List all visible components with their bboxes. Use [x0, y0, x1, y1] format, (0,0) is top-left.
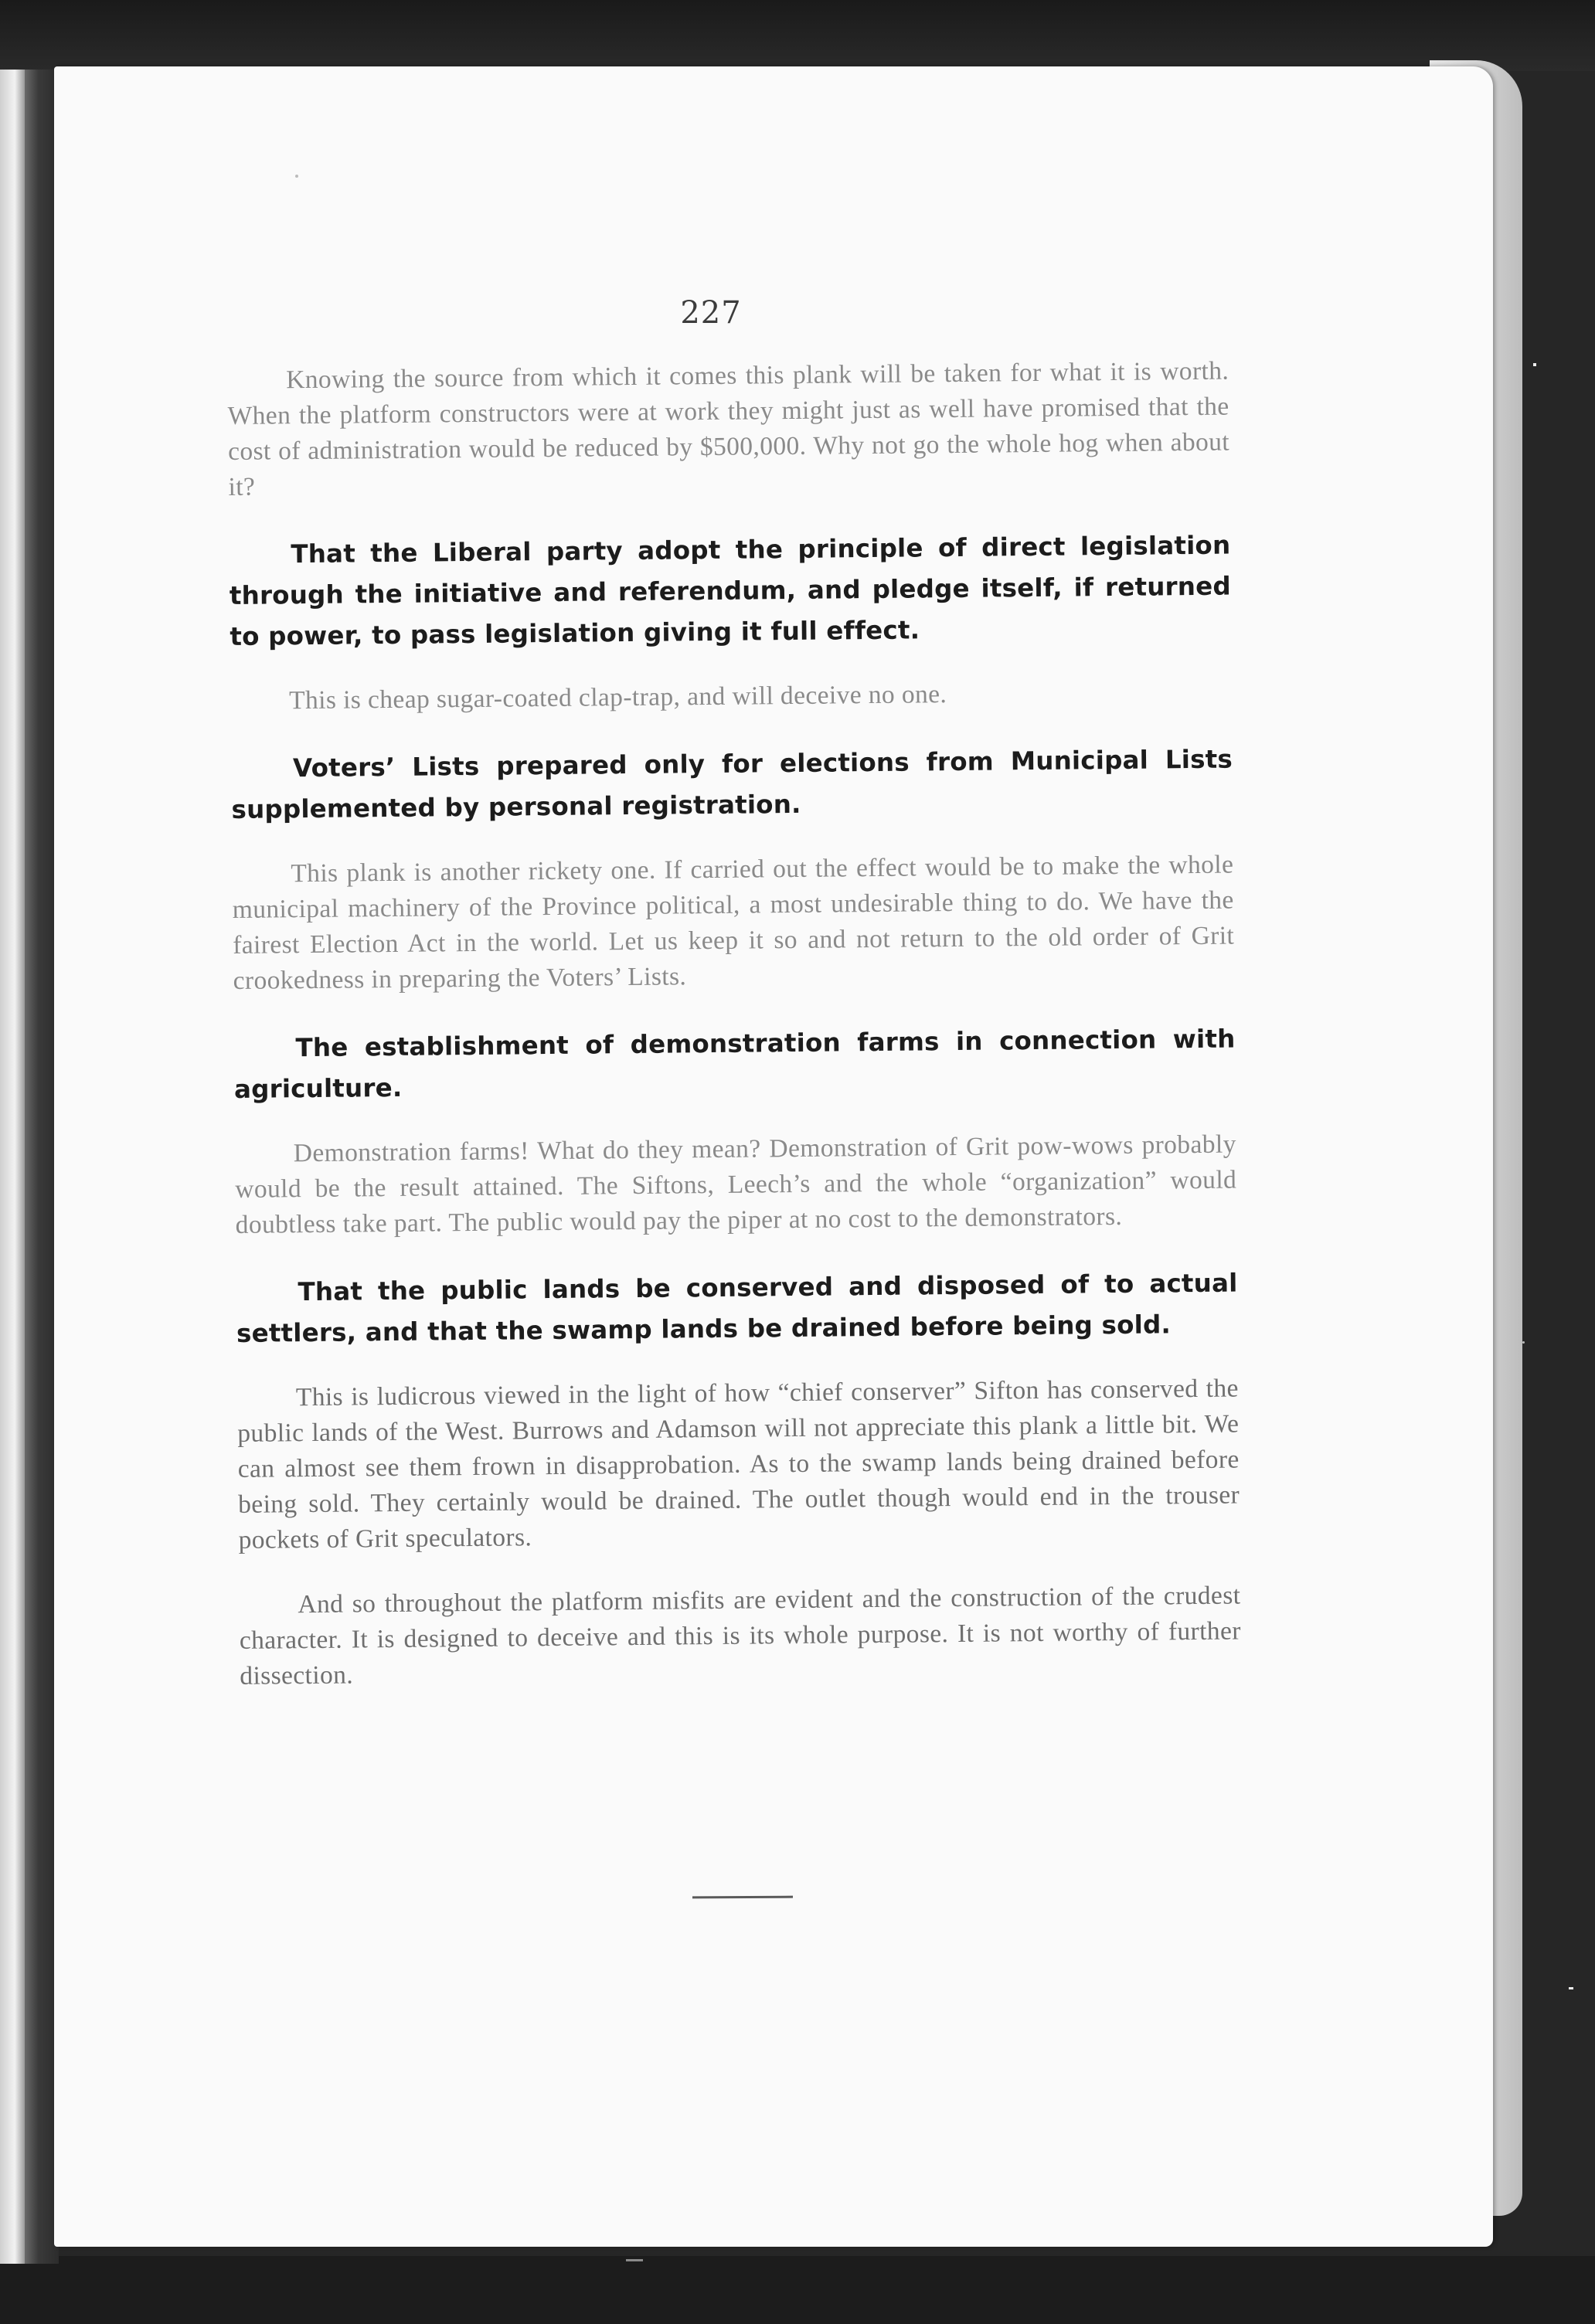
end-of-section-rule [692, 1896, 793, 1899]
commentary-paragraph: This is ludicrous viewed in the light of how “chief conserver” Sifton has conserved the public lands of the West. Burrows and Adamson will not appreciate this plank a little bit. We can almost see them frown in disapprobation. As to the swamp lands being drained before being sold. They certainly would be drained. The outlet though would end in the trouser pockets of Grit speculators. [237, 1374, 1240, 1554]
edge-speck [1569, 1987, 1573, 1989]
commentary-paragraph: This is cheap sugar-coated clap-trap, and will deceive no one. [289, 680, 947, 715]
previous-page-edge [0, 70, 25, 2264]
page-number: 227 [680, 295, 742, 331]
edge-speck [626, 2259, 643, 2261]
dust-speck [1522, 1341, 1525, 1344]
book-page [54, 66, 1493, 2247]
dust-speck [295, 175, 298, 178]
platform-plank-heading: The establishment of demonstration farms in connection with agriculture. [233, 1024, 1236, 1104]
closing-paragraph: And so throughout the platform misfits are evident and the construction of the crudest character. It is designed to deceive and this is its whole purpose. It is not worthy of further dissection. [239, 1581, 1241, 1690]
page-body [227, 354, 1242, 1724]
platform-plank-heading: Voters’ Lists prepared only for elections from Municipal Lists supplemented by personal registration. [231, 744, 1233, 824]
commentary-paragraph: Demonstration farms! What do they mean? Demonstration of Grit pow-wows probably would be the result attained. The Siftons, Leech’s and the whole “organization” would doubtless take part. The public would pay the piper at no cost to the demonstrators. [235, 1130, 1237, 1239]
scanner-backdrop-bottom [0, 2256, 1595, 2324]
platform-plank-heading: That the Liberal party adopt the principle of direct legislation through the initiative and referendum, and pledge itself, if returned to power, to pass legislation giving it full effect. [229, 530, 1232, 651]
platform-plank-heading: That the public lands be conserved and disposed of to actual settlers, and that the swamp lands be drained before being sold. [236, 1268, 1238, 1348]
scanner-backdrop-top [0, 0, 1595, 71]
commentary-paragraph: Knowing the source from which it comes this plank will be taken for what it is worth. When the platform constructors were at work they might just as well have promised that the cost of administration would be reduced by $500,000. Why not go the whole hog when about it? [227, 356, 1230, 501]
edge-speck [1533, 363, 1536, 366]
commentary-paragraph: This plank is another rickety one. If carried out the effect would be to make the whole municipal machinery of the Province political, a most undesirable thing to do. We have the fairest Election Act in the world. Let us keep it so and not return to the old order of Grit crookedness in preparing the Voters’ Lists. [232, 850, 1235, 995]
